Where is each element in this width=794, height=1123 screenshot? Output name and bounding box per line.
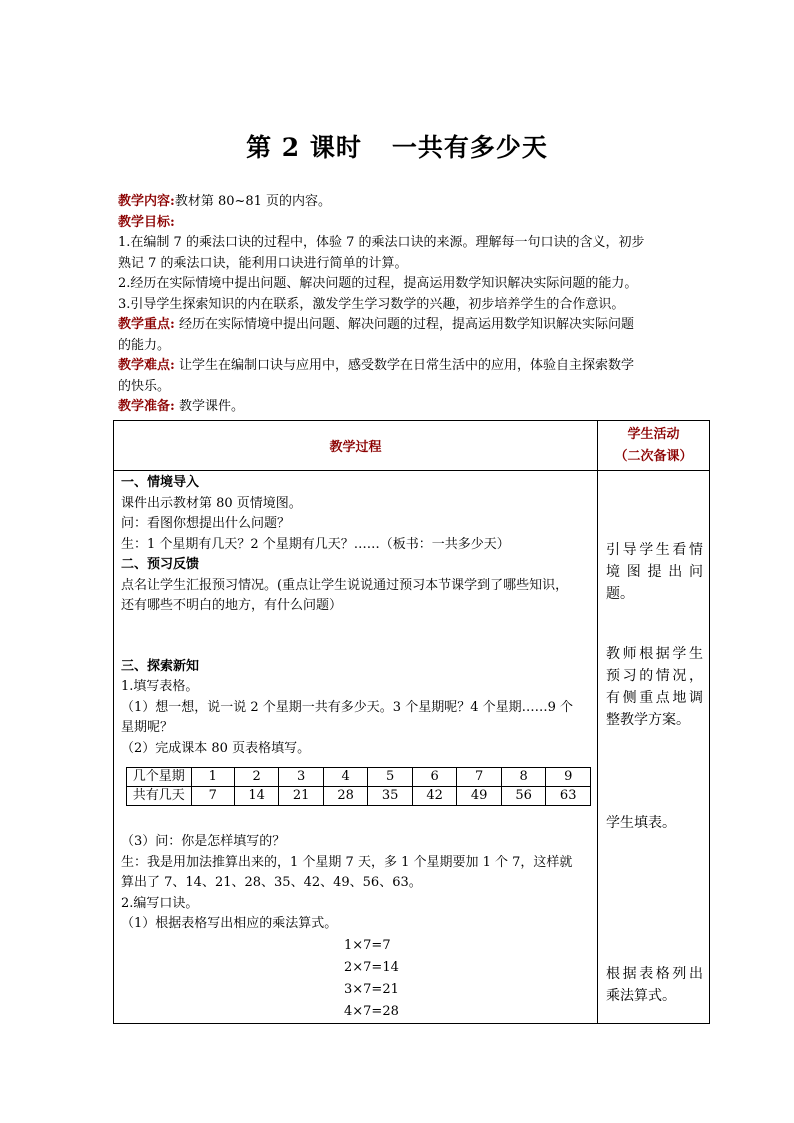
goal-1-line-1: 1.在编制 7 的乘法口诀的过程中，体验 7 的乘法口诀的来源。理解每一句口诀的含义，初步 [118,235,645,250]
table-cell: 4 [323,768,368,787]
table-row [127,787,591,806]
table-cell: 3 [279,768,324,787]
section-1-line-1: 课件出示教材第 80 页情境图。 [121,495,302,511]
table-cell: 42 [412,787,457,806]
table-cell: 1 [191,768,234,787]
activity-cell [598,471,710,1024]
process-cell [114,471,598,1024]
key-point-text: 经历在实际情境中提出问题、解决问题的过程，提高运用数学知识解决实际问题 [174,317,634,332]
goal-3: 3.引导学生探索知识的内在联系，激发学生学习数学的兴趣，初步培养学生的合作意识。 [118,296,625,312]
row-label-weeks: 几个星期 [127,768,192,787]
lesson-number: 第 2 课时 [246,133,362,162]
key-point-label: 教学重点: [118,317,175,332]
table-cell: 63 [546,787,591,806]
table-cell: 56 [501,787,546,806]
row-label-days: 共有几天 [127,787,192,806]
equation: 1×7=7 [344,937,391,953]
section-1-line-2: 问：看图你想提出什么问题？ [121,516,291,531]
section-3-line-4: （2）完成课本 80 页表格填写。 [121,740,311,756]
content-text: 教材第 80~81 页的内容。 [174,194,332,209]
activity-note-4: 根据表格列出乘法算式。 [606,966,703,1004]
activity-note-2: 教师根据学生预习的情况，有侧重点地调整教学方案。 [606,646,703,728]
section-3-title: 三、探索新知 [121,658,200,674]
section-1-title: 一、情境导入 [121,475,200,490]
activity-note-1: 引导学生看情境图提出问题。 [606,542,703,602]
table-cell: 7 [457,768,502,787]
table-cell: 28 [323,787,368,806]
section-3-line-7: 算出了 7、14、21、28、35、42、49、56、63。 [121,875,422,890]
equation: 2×7=14 [344,959,399,975]
header-activity [598,421,710,471]
lesson-intro [118,192,683,418]
header-activity-sub: （二次备课） [614,448,693,464]
section-3-line-2: （1）想一想，说一说 2 个星期一共有多少天。3 个星期呢？4 个星期……9 个 [121,699,574,715]
equation: 4×7=28 [344,1003,399,1019]
table-cell: 6 [412,768,457,787]
section-2-line-1: 点名让学生汇报预习情况。(重点让学生说说通过预习本节课学到了哪些知识， [121,577,569,593]
header-activity-title: 学生活动 [627,426,680,442]
section-1-line-3: 生：1 个星期有几天？2 个星期有几天？……（板书：一共多少天） [121,536,510,552]
lesson-process-table [113,420,710,1024]
prep-label: 教学准备: [118,399,175,414]
goal-2: 2.经历在实际情境中提出问题、解决问题的过程，提高运用数学知识解决实际问题的能力。 [118,276,638,291]
content-label: 教学内容: [118,194,175,209]
difficulty-text: 让学生在编制口诀与应用中，感受数学在日常生活中的应用，体验自主探索数学 [174,358,634,373]
section-3-line-5: （3）问：你是怎样填写的？ [121,834,286,849]
difficulty-label: 教学难点: [118,358,175,373]
equation: 3×7=21 [344,981,399,997]
header-process: 教学过程 [114,421,598,471]
table-cell: 35 [368,787,413,806]
goal-1-line-2: 熟记 7 的乘法口诀，能利用口诀进行简单的计算。 [118,255,408,271]
table-cell: 49 [457,787,502,806]
activity-note-3: 学生填表。 [606,815,676,831]
table-cell: 8 [501,768,546,787]
weeks-days-table [126,767,591,806]
table-cell: 7 [191,787,234,806]
table-cell: 9 [546,768,591,787]
section-2-line-2: 还有哪些不明白的地方，有什么问题） [121,598,343,613]
table-cell: 5 [368,768,413,787]
table-cell: 2 [234,768,279,787]
section-3-line-9: （1）根据表格写出相应的乘法算式。 [121,916,338,931]
lesson-name: 一共有多少天 [391,133,548,162]
prep-text: 教学课件。 [174,399,244,414]
section-3-line-6: 生：我是用加法推算出来的，1 个星期 7 天，多 1 个星期要加 1 个 7，这样就 [121,854,573,870]
difficulty-text-cont: 的快乐。 [118,378,171,394]
section-3-line-8: 2.编写口诀。 [121,895,199,911]
page-title [0,128,794,164]
section-2-title: 二、预习反馈 [121,557,200,572]
table-cell: 14 [234,787,279,806]
goals-label: 教学目标: [118,214,175,230]
section-3-line-3: 星期呢？ [121,720,174,735]
table-cell: 21 [279,787,324,806]
table-row [127,768,591,787]
key-point-text-cont: 的能力。 [118,337,171,353]
section-3-line-1: 1.填写表格。 [121,679,199,694]
